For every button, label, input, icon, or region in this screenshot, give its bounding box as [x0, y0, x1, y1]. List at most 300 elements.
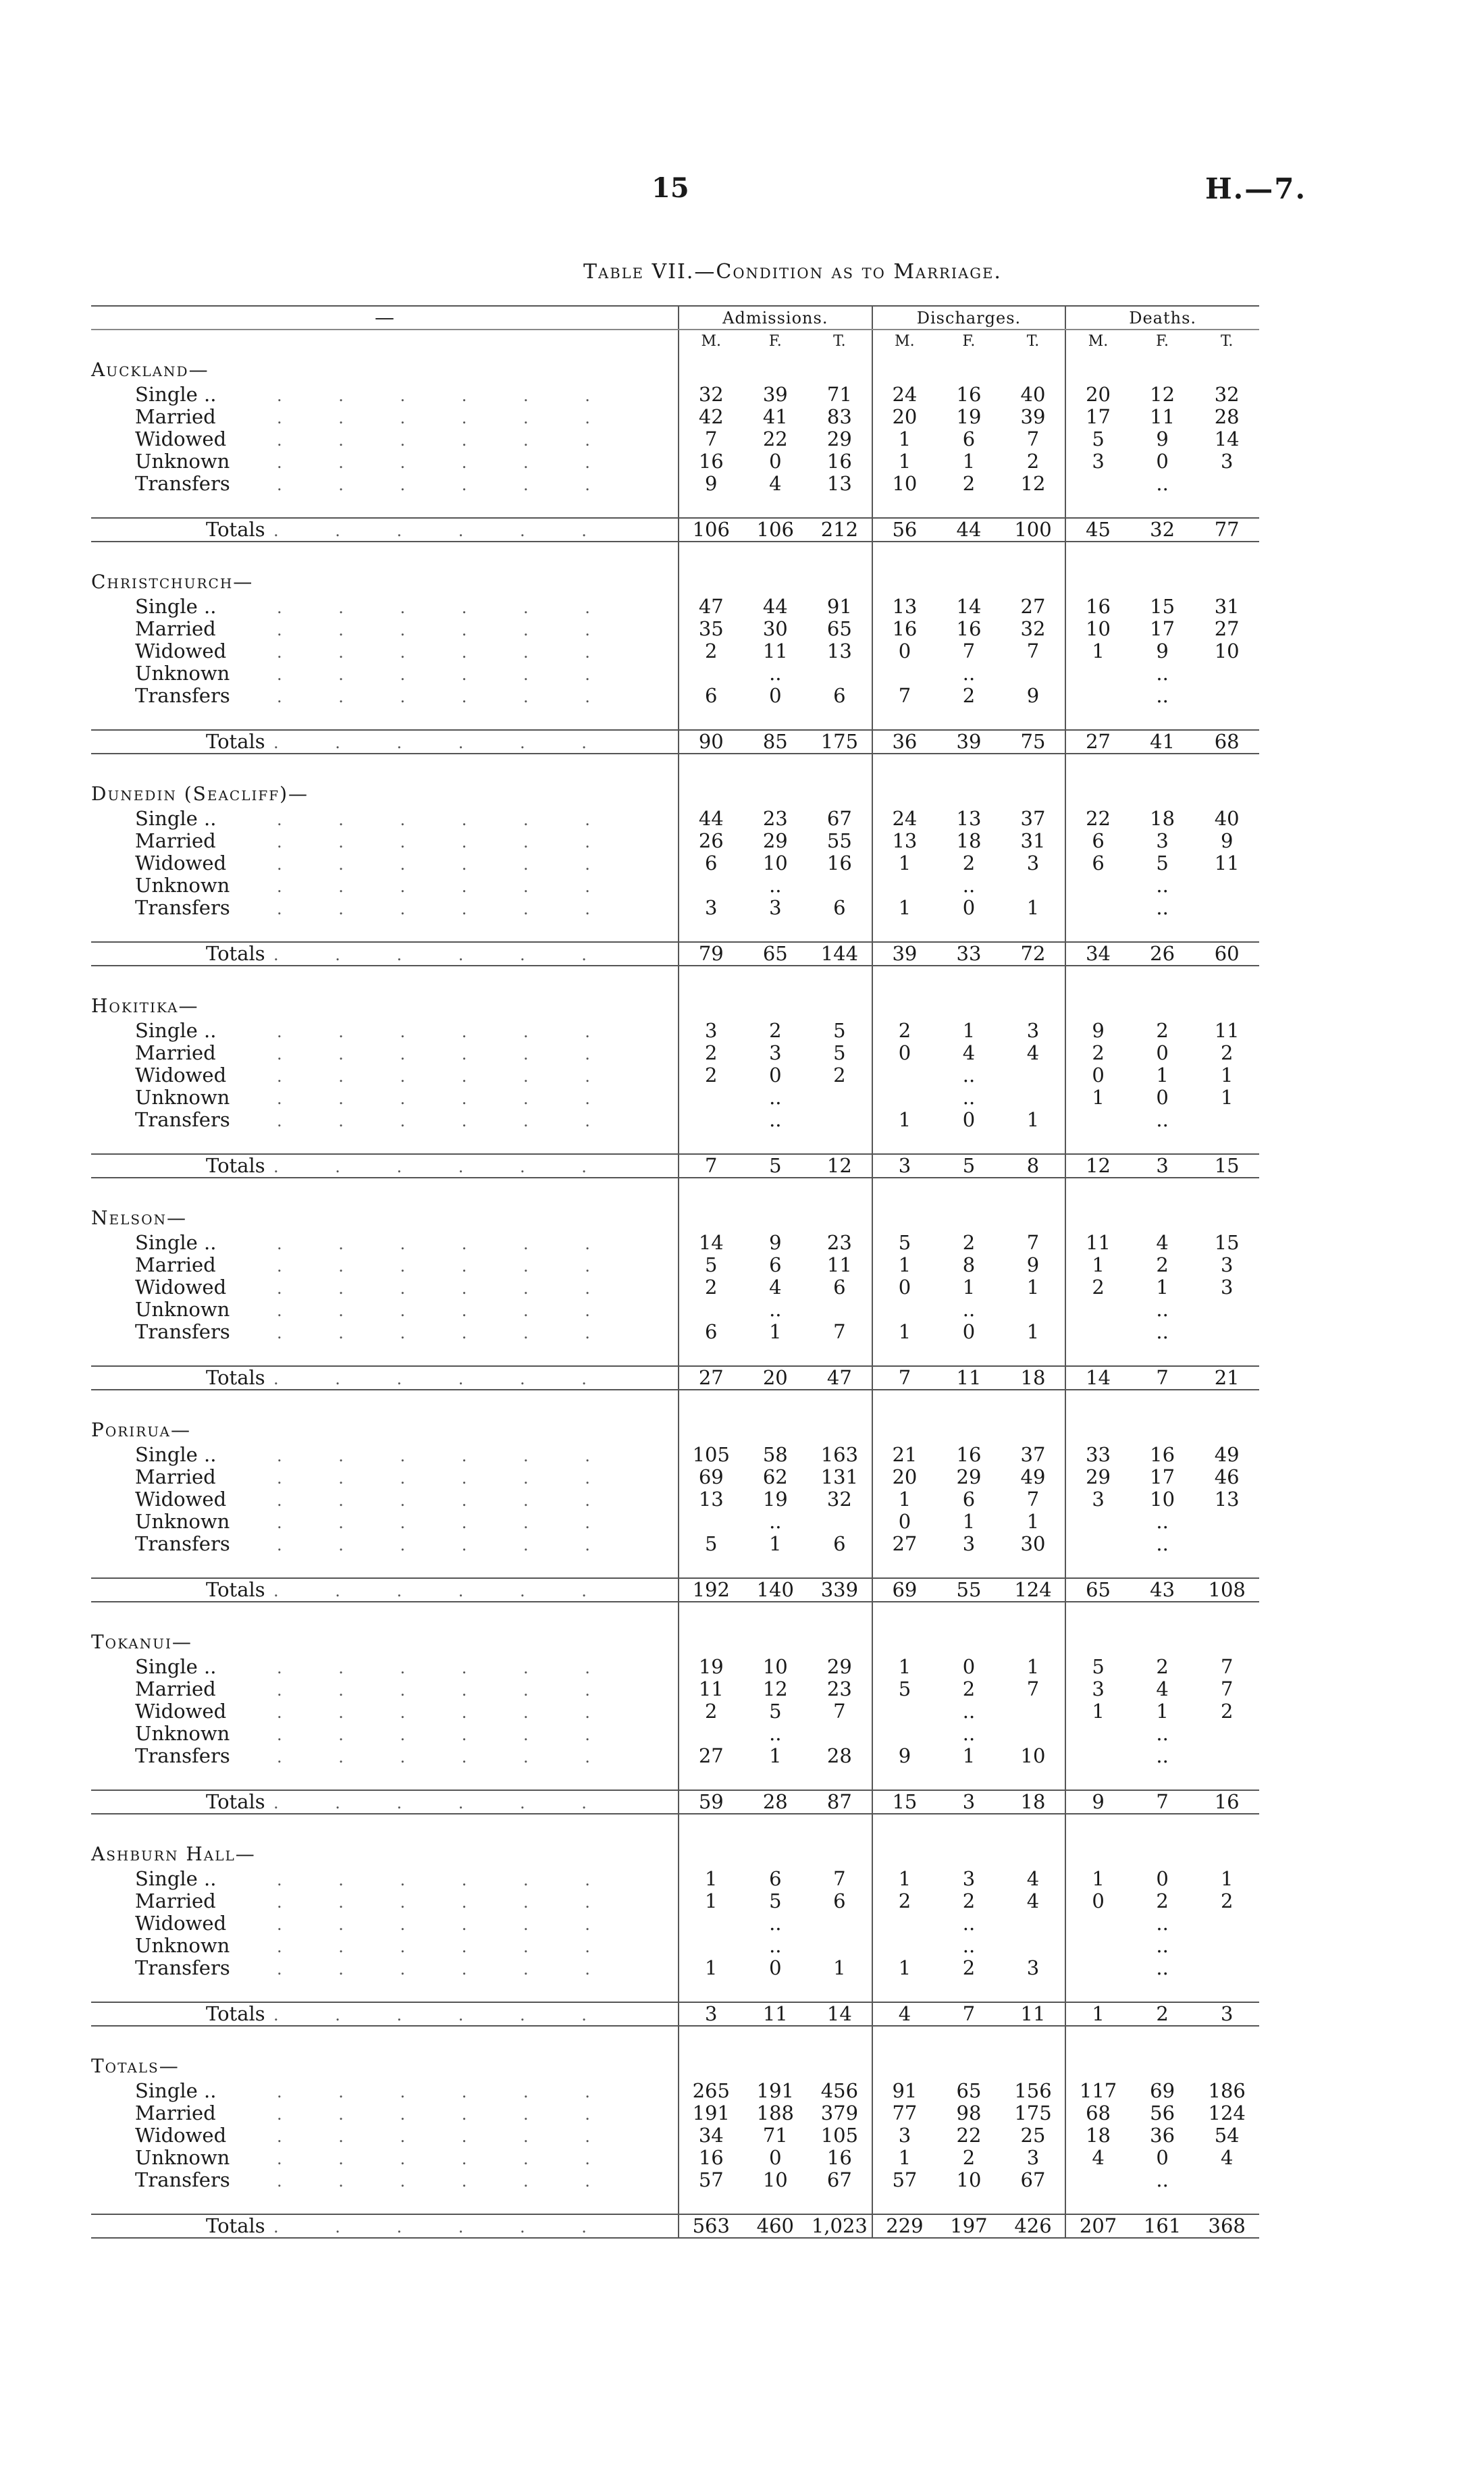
empty-cell [1130, 1343, 1195, 1366]
leader-dots: . . . . . . [273, 733, 612, 752]
row-label-cell [91, 1276, 679, 1299]
leader-dots: . . . . . . [277, 1748, 616, 1767]
empty-cell [1194, 1979, 1259, 2002]
table-cell [872, 1064, 937, 1087]
row-label: Unknown [135, 1086, 230, 1109]
empty-cell [872, 1837, 937, 1868]
empty-cell [807, 1413, 872, 1444]
table-cell: 6 [962, 1488, 976, 1511]
empty-cell [1194, 777, 1259, 808]
empty-cell [807, 2191, 872, 2214]
row-label-cell [91, 808, 679, 830]
spacer-cell [91, 919, 679, 942]
table-cell: 27 [872, 1533, 937, 1555]
leader-dots: . . . . . . [277, 1045, 616, 1064]
leader-dots: . . . . . . [277, 899, 616, 918]
table-cell: 30 [762, 617, 788, 640]
empty-cell [1065, 1413, 1130, 1444]
table-cell [872, 874, 937, 897]
empty-cell [872, 1814, 937, 1837]
table-cell: 18 [1150, 807, 1175, 830]
totals-label: Totals [206, 1154, 265, 1177]
table-cell: .. [1156, 896, 1169, 919]
table-cell: 2 [962, 1889, 976, 1912]
empty-cell [1001, 1837, 1066, 1868]
empty-cell [1130, 1201, 1195, 1232]
table-cell: 41 [762, 405, 788, 428]
table-cell: 9 [1026, 1253, 1040, 1276]
table-cell: 5 [679, 1254, 743, 1276]
totals-label-cell [91, 1154, 679, 1178]
table-cell: 1 [1026, 1320, 1040, 1343]
table-cell: 1 [872, 852, 937, 874]
totals-cell: 39 [936, 730, 1001, 754]
totals-cell: 3 [872, 1154, 937, 1178]
table-cell: 83 [826, 405, 852, 428]
totals-cell: 368 [1194, 2214, 1259, 2238]
table-cell: 55 [826, 829, 852, 852]
empty-cell [872, 1555, 937, 1578]
header-admissions: Admissions. [679, 306, 872, 330]
empty-cell [807, 1343, 872, 1366]
table-cell: 0 [1065, 1064, 1130, 1087]
table-cell: 16 [1150, 1443, 1175, 1466]
empty-cell [1130, 1390, 1195, 1413]
table-cell: 1 [872, 1488, 937, 1511]
totals-cell: 79 [679, 942, 743, 966]
empty-cell [1065, 2049, 1130, 2080]
row-label-cell [91, 428, 679, 450]
empty-cell [936, 1201, 1001, 1232]
empty-cell [679, 542, 743, 565]
table-cell [1001, 1299, 1066, 1321]
table-cell: .. [1156, 1744, 1169, 1767]
empty-cell [936, 707, 1001, 730]
empty-cell [872, 777, 937, 808]
table-cell: 10 [1150, 1488, 1175, 1511]
table-cell: 62 [762, 1465, 788, 1488]
leader-dots: . . . . . . [273, 1794, 612, 1812]
table-cell: 0 [962, 1655, 976, 1678]
section-title: Totals— [91, 2055, 180, 2077]
table-cell: 9 [1026, 684, 1040, 707]
row-label: Widowed [135, 2124, 227, 2147]
table-cell: 39 [762, 383, 788, 406]
table-cell: 35 [679, 618, 743, 640]
empty-cell [679, 352, 743, 384]
row-label: Single .. [135, 1231, 217, 1254]
empty-cell [807, 1602, 872, 1625]
spacer-row [91, 1178, 1259, 1201]
row-label: Transfers [135, 896, 230, 919]
empty-cell [872, 565, 937, 596]
table-cell: 1 [1220, 1086, 1234, 1109]
table-cell: 4 [769, 1276, 782, 1299]
table-cell: 7 [1220, 1655, 1234, 1678]
table-cell [807, 662, 872, 685]
table-cell: 25 [1020, 2124, 1046, 2147]
empty-cell [936, 542, 1001, 565]
empty-cell [807, 495, 872, 518]
table-row [91, 1488, 1259, 1511]
totals-cell: 8 [1001, 1154, 1066, 1178]
totals-cell: 65 [743, 942, 808, 966]
row-label-cell [91, 406, 679, 428]
empty-cell [1065, 542, 1130, 565]
table-cell: 22 [762, 427, 788, 450]
table-cell [679, 662, 743, 685]
row-label: Widowed [135, 1700, 227, 1723]
spacer-row [91, 1555, 1259, 1578]
leader-dots: . . . . . . [277, 2083, 616, 2101]
table-cell: 77 [872, 2102, 937, 2124]
leader-dots: . . . . . . [277, 453, 616, 472]
empty-cell [1194, 919, 1259, 942]
table-cell: 0 [872, 640, 937, 662]
table-row [91, 1533, 1259, 1555]
table-cell: 1 [833, 1956, 846, 1979]
row-label: Unknown [135, 662, 230, 685]
empty-cell [1065, 565, 1130, 596]
table-cell: 1 [962, 1276, 976, 1299]
totals-cell: 72 [1001, 942, 1066, 966]
table-cell: 10 [762, 852, 788, 874]
empty-cell [807, 966, 872, 989]
row-label: Married [135, 617, 216, 640]
empty-cell [743, 565, 808, 596]
spacer-cell [91, 754, 679, 777]
table-cell: 5 [1065, 428, 1130, 450]
totals-cell: 18 [1001, 1790, 1066, 1814]
table-cell: 379 [820, 2101, 859, 2124]
empty-cell [807, 1625, 872, 1656]
table-cell: 11 [762, 639, 788, 662]
table-cell [1065, 1935, 1130, 1957]
table-cell: 11 [1150, 405, 1175, 428]
empty-cell [1194, 2049, 1259, 2080]
row-label: Single .. [135, 807, 217, 830]
table-cell: 0 [1156, 450, 1169, 473]
leader-dots: . . . . . . [277, 1725, 616, 1744]
totals-label: Totals [206, 2002, 265, 2025]
table-cell [1194, 662, 1259, 685]
table-cell: .. [962, 1912, 976, 1935]
table-cell: .. [1156, 1912, 1169, 1935]
table-row [91, 1678, 1259, 1700]
empty-cell [1130, 1767, 1195, 1790]
spacer-cell [91, 495, 679, 518]
table-cell: .. [1156, 1298, 1169, 1321]
totals-cell: 3 [936, 1790, 1001, 1814]
table-cell: 2 [962, 2146, 976, 2169]
table-cell [1001, 874, 1066, 897]
leader-dots: . . . . . . [277, 643, 616, 662]
table-cell: 1 [872, 1254, 937, 1276]
empty-cell [1194, 352, 1259, 384]
table-cell: .. [769, 1298, 782, 1321]
empty-cell [679, 2026, 743, 2049]
leader-dots: . . . . . . [277, 409, 616, 427]
empty-cell [1065, 989, 1130, 1020]
empty-cell [1130, 919, 1195, 942]
table-cell: 20 [872, 406, 937, 428]
table-cell: 5 [769, 1889, 782, 1912]
spacer-cell [91, 1178, 679, 1201]
table-cell: 31 [1214, 595, 1240, 618]
empty-cell [1065, 777, 1130, 808]
spacer-row [91, 1814, 1259, 1837]
table-cell: .. [1156, 684, 1169, 707]
leader-dots: . . . . . . [277, 1301, 616, 1320]
table-cell [807, 1912, 872, 1935]
empty-cell [1065, 966, 1130, 989]
leader-dots: . . . . . . [277, 621, 616, 639]
table-cell: .. [1156, 472, 1169, 495]
table-cell [1194, 1745, 1259, 1767]
empty-cell [1194, 495, 1259, 518]
table-cell: 7 [1026, 1677, 1040, 1700]
table-cell: 4 [769, 472, 782, 495]
empty-cell [743, 754, 808, 777]
section-title: Auckland— [91, 359, 209, 381]
table-cell: 29 [1065, 1466, 1130, 1488]
empty-cell [1130, 1814, 1195, 1837]
row-label-cell [91, 1723, 679, 1745]
leader-dots: . . . . . . [277, 1960, 616, 1979]
table-cell: 1 [962, 1510, 976, 1533]
empty-cell [679, 1979, 743, 2002]
row-label: Transfers [135, 1744, 230, 1767]
row-label-cell [91, 1678, 679, 1700]
table-cell: 16 [956, 1443, 982, 1466]
row-label-cell [91, 1935, 679, 1957]
table-cell: 13 [872, 596, 937, 618]
totals-cell: 11 [743, 2002, 808, 2026]
table-cell: 14 [1214, 427, 1240, 450]
table-cell: 2 [962, 1677, 976, 1700]
empty-cell [1130, 1625, 1195, 1656]
totals-cell: 460 [743, 2214, 808, 2238]
leader-dots: . . . . . . [273, 1369, 612, 1388]
leader-dots: . . . . . . [277, 475, 616, 494]
spacer-row [91, 754, 1259, 777]
leader-dots: . . . . . . [277, 1893, 616, 1912]
empty-cell [1065, 1390, 1130, 1413]
table-cell: 1 [1026, 1510, 1040, 1533]
empty-cell [872, 352, 937, 384]
totals-cell: 15 [1194, 1154, 1259, 1178]
spacer-row [91, 1390, 1259, 1413]
row-label: Single .. [135, 383, 217, 406]
table-cell: 6 [769, 1867, 782, 1890]
table-cell [872, 1723, 937, 1745]
table-cell: 1 [872, 428, 937, 450]
table-body [91, 306, 1259, 2238]
totals-cell: 124 [1001, 1578, 1066, 1602]
empty-cell [1194, 966, 1259, 989]
empty-cell [807, 707, 872, 730]
totals-cell: 100 [1001, 518, 1066, 542]
empty-cell [743, 1814, 808, 1837]
spacer-cell [91, 542, 679, 565]
totals-cell: 7 [936, 2002, 1001, 2026]
table-row [91, 450, 1259, 473]
empty-cell [1130, 1178, 1195, 1201]
row-label-cell [91, 685, 679, 707]
empty-cell [872, 707, 937, 730]
table-cell: 33 [1065, 1444, 1130, 1466]
table-cell: 156 [1014, 2079, 1052, 2102]
table-cell: 2 [872, 1020, 937, 1042]
empty-cell [743, 1343, 808, 1366]
totals-cell: 12 [807, 1154, 872, 1178]
empty-cell [936, 1131, 1001, 1154]
table-cell: 6 [769, 1253, 782, 1276]
table-cell: 5 [769, 1700, 782, 1723]
table-row [91, 1020, 1259, 1042]
empty-cell [1065, 919, 1130, 942]
totals-cell: 212 [807, 518, 872, 542]
leader-dots: . . . . . . [273, 2006, 612, 2025]
table-cell: 3 [679, 1020, 743, 1042]
row-label-cell [91, 1232, 679, 1254]
table-cell: 1 [1026, 1655, 1040, 1678]
empty-cell [1001, 352, 1066, 384]
leader-dots: . . . . . . [277, 1067, 616, 1086]
table-cell: 30 [1020, 1532, 1046, 1555]
table-row [91, 897, 1259, 919]
table-cell [1065, 685, 1130, 707]
table-cell: 22 [956, 2124, 982, 2147]
table-cell: 71 [826, 383, 852, 406]
table-row [91, 1935, 1259, 1957]
row-label-cell [91, 874, 679, 897]
table-cell: 18 [1065, 2124, 1130, 2147]
table-cell: .. [769, 662, 782, 685]
table-cell [1194, 1723, 1259, 1745]
table-cell: 0 [962, 1108, 976, 1131]
row-label: Married [135, 1889, 216, 1912]
header-deaths: Deaths. [1065, 306, 1259, 330]
table-cell [1001, 1723, 1066, 1745]
sub-header-blank [91, 330, 679, 352]
totals-cell: 68 [1194, 730, 1259, 754]
totals-row [91, 942, 1259, 966]
totals-cell: 5 [936, 1154, 1001, 1178]
table-row [91, 2147, 1259, 2169]
leader-dots: . . . . . . [277, 1513, 616, 1532]
table-cell: 7 [1026, 1231, 1040, 1254]
table-cell: 3 [872, 2124, 937, 2147]
section-title: Ashburn Hall— [91, 1843, 256, 1865]
table-cell: 3 [1065, 1678, 1130, 1700]
table-cell [679, 874, 743, 897]
table-cell: 16 [956, 617, 982, 640]
totals-cell: 16 [1194, 1790, 1259, 1814]
section-title-row [91, 1837, 1259, 1868]
table-cell: 0 [769, 2146, 782, 2169]
totals-row [91, 1154, 1259, 1178]
table-cell: 12 [1020, 472, 1046, 495]
table-cell: 2 [1156, 1019, 1169, 1042]
section-title-row [91, 1413, 1259, 1444]
table-cell: 1 [962, 1019, 976, 1042]
spacer-row [91, 966, 1259, 989]
table-cell: 2 [679, 640, 743, 662]
table-cell: 2 [769, 1019, 782, 1042]
leader-dots: . . . . . . [277, 877, 616, 896]
table-cell: 2 [679, 1042, 743, 1064]
row-label: Widowed [135, 427, 227, 450]
empty-cell [1130, 495, 1195, 518]
table-cell: 5 [833, 1041, 846, 1064]
row-label: Unknown [135, 1722, 230, 1745]
row-label: Widowed [135, 852, 227, 874]
empty-cell [1065, 495, 1130, 518]
empty-cell [1065, 1979, 1130, 2002]
totals-label-cell [91, 518, 679, 542]
row-label: Unknown [135, 1510, 230, 1533]
empty-cell [1001, 1979, 1066, 2002]
table-cell: 3 [1220, 450, 1234, 473]
table-cell: 16 [826, 450, 852, 473]
table-row [91, 1656, 1259, 1678]
empty-cell [1194, 707, 1259, 730]
empty-cell [807, 777, 872, 808]
empty-cell [807, 2026, 872, 2049]
empty-cell [872, 1767, 937, 1790]
row-label: Married [135, 1677, 216, 1700]
table-cell: 71 [762, 2124, 788, 2147]
table-cell: 1 [962, 1744, 976, 1767]
table-cell [1194, 874, 1259, 897]
table-row [91, 1321, 1259, 1343]
table-cell: 67 [826, 2168, 852, 2191]
section-title: Hokitika— [91, 995, 199, 1017]
empty-cell [1001, 1413, 1066, 1444]
empty-cell [679, 495, 743, 518]
section-title: Nelson— [91, 1207, 187, 1229]
totals-cell: 207 [1065, 2214, 1130, 2238]
empty-cell [936, 565, 1001, 596]
empty-cell [679, 754, 743, 777]
table-cell: 65 [956, 2079, 982, 2102]
totals-cell: 7 [679, 1154, 743, 1178]
table-cell: 67 [1020, 2168, 1046, 2191]
table-cell: 23 [762, 807, 788, 830]
leader-dots: . . . . . . [277, 1937, 616, 1956]
spacer-cell [91, 1767, 679, 1790]
table-cell: 3 [1026, 1019, 1040, 1042]
table-cell: 1 [679, 1868, 743, 1890]
spacer-cell [91, 2026, 679, 2049]
table-cell: 9 [1065, 1020, 1130, 1042]
table-cell [872, 1700, 937, 1723]
empty-cell [936, 754, 1001, 777]
table-cell: 10 [872, 473, 937, 495]
table-cell: 31 [1020, 829, 1046, 852]
section-title-row [91, 2049, 1259, 2080]
table-cell: .. [769, 1934, 782, 1957]
table-cell [1194, 1935, 1259, 1957]
spacer-row [91, 1767, 1259, 1790]
table-cell: 2 [962, 1231, 976, 1254]
empty-cell [807, 754, 872, 777]
table-cell: 19 [956, 405, 982, 428]
table-cell: 1 [1065, 1254, 1130, 1276]
spacer-cell [91, 1390, 679, 1413]
empty-cell [872, 1201, 937, 1232]
